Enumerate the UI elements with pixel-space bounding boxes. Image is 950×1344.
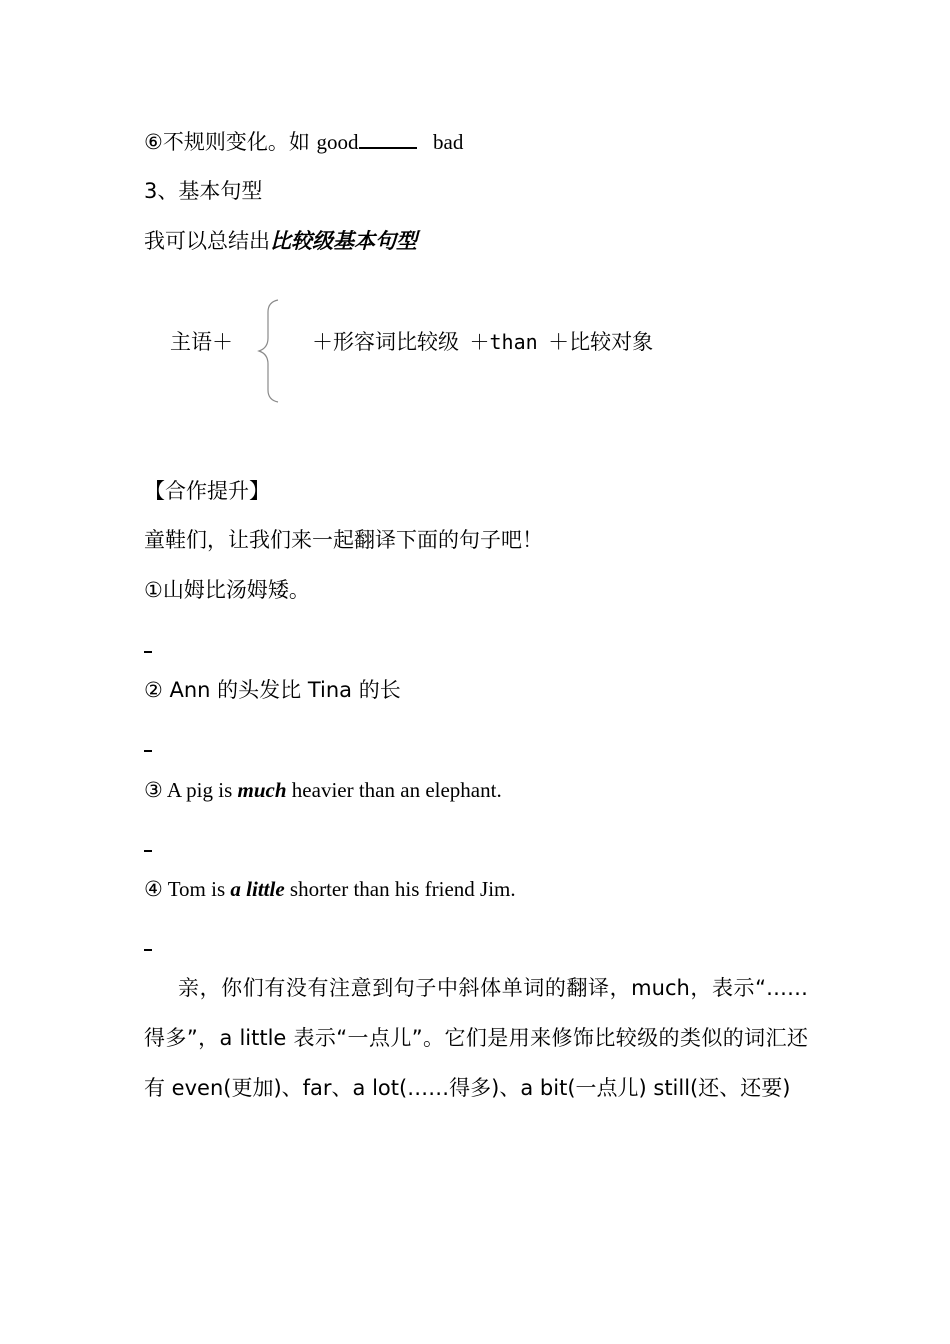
cooperation-prompt: 童鞋们，让我们来一起翻译下面的句子吧！: [144, 528, 543, 552]
item-emphasis: a little: [230, 877, 285, 901]
formula-rest: [312, 328, 653, 356]
answer-line[interactable]: [144, 750, 152, 752]
item-text-post: heavier than an elephant.: [286, 778, 502, 802]
intro-bold: 比较级基本句型: [270, 229, 417, 253]
item-text-pre: A pig is: [162, 778, 238, 802]
note-paragraph: 亲，你们有没有注意到句子中斜体单词的翻译，much，表示“……得多”，a little 表示“一点儿”。它们是用来修饰比较级的类似的词汇还有 even(更加)、far、a lot(……得多)、a bit(一点儿) still(还、还要): [144, 976, 808, 1100]
irregular-label: ⑥不规则变化。如: [144, 130, 317, 154]
answer-blank[interactable]: [359, 129, 417, 149]
item-number: ②: [144, 678, 163, 702]
list-item: [144, 676, 401, 704]
formula-subject: 主语＋: [170, 330, 233, 354]
irregular-line: [144, 128, 463, 156]
item-number: ①: [144, 578, 163, 602]
formula-than: ＋than: [469, 330, 538, 354]
list-item: [144, 776, 502, 804]
item-emphasis: much: [237, 778, 287, 802]
section-3-intro: [144, 227, 417, 255]
word-good: good: [316, 130, 359, 154]
list-item: [144, 576, 310, 604]
cooperation-heading: 【合作提升】: [144, 479, 270, 503]
intro-text: 我可以总结出: [144, 229, 270, 253]
word-bad: bad: [433, 130, 464, 154]
answer-line[interactable]: [144, 949, 152, 951]
section-3-title: 3、基本句型: [144, 179, 263, 203]
formula-adj: ＋形容词比较级: [312, 330, 459, 354]
list-item: [144, 875, 516, 903]
item-text-post: shorter than his friend Jim.: [284, 877, 516, 901]
answer-line[interactable]: [144, 850, 152, 852]
brace-icon: [256, 298, 286, 404]
item-number: ④: [144, 877, 163, 901]
item-number: ③: [144, 778, 163, 802]
answer-line[interactable]: [144, 651, 152, 653]
formula-object: ＋比较对象: [548, 330, 654, 354]
item-text-pre: Tom is: [162, 877, 231, 901]
item-text: 山姆比汤姆矮。: [162, 578, 310, 602]
item-text: Ann 的头发比 Tina 的长: [162, 678, 401, 702]
